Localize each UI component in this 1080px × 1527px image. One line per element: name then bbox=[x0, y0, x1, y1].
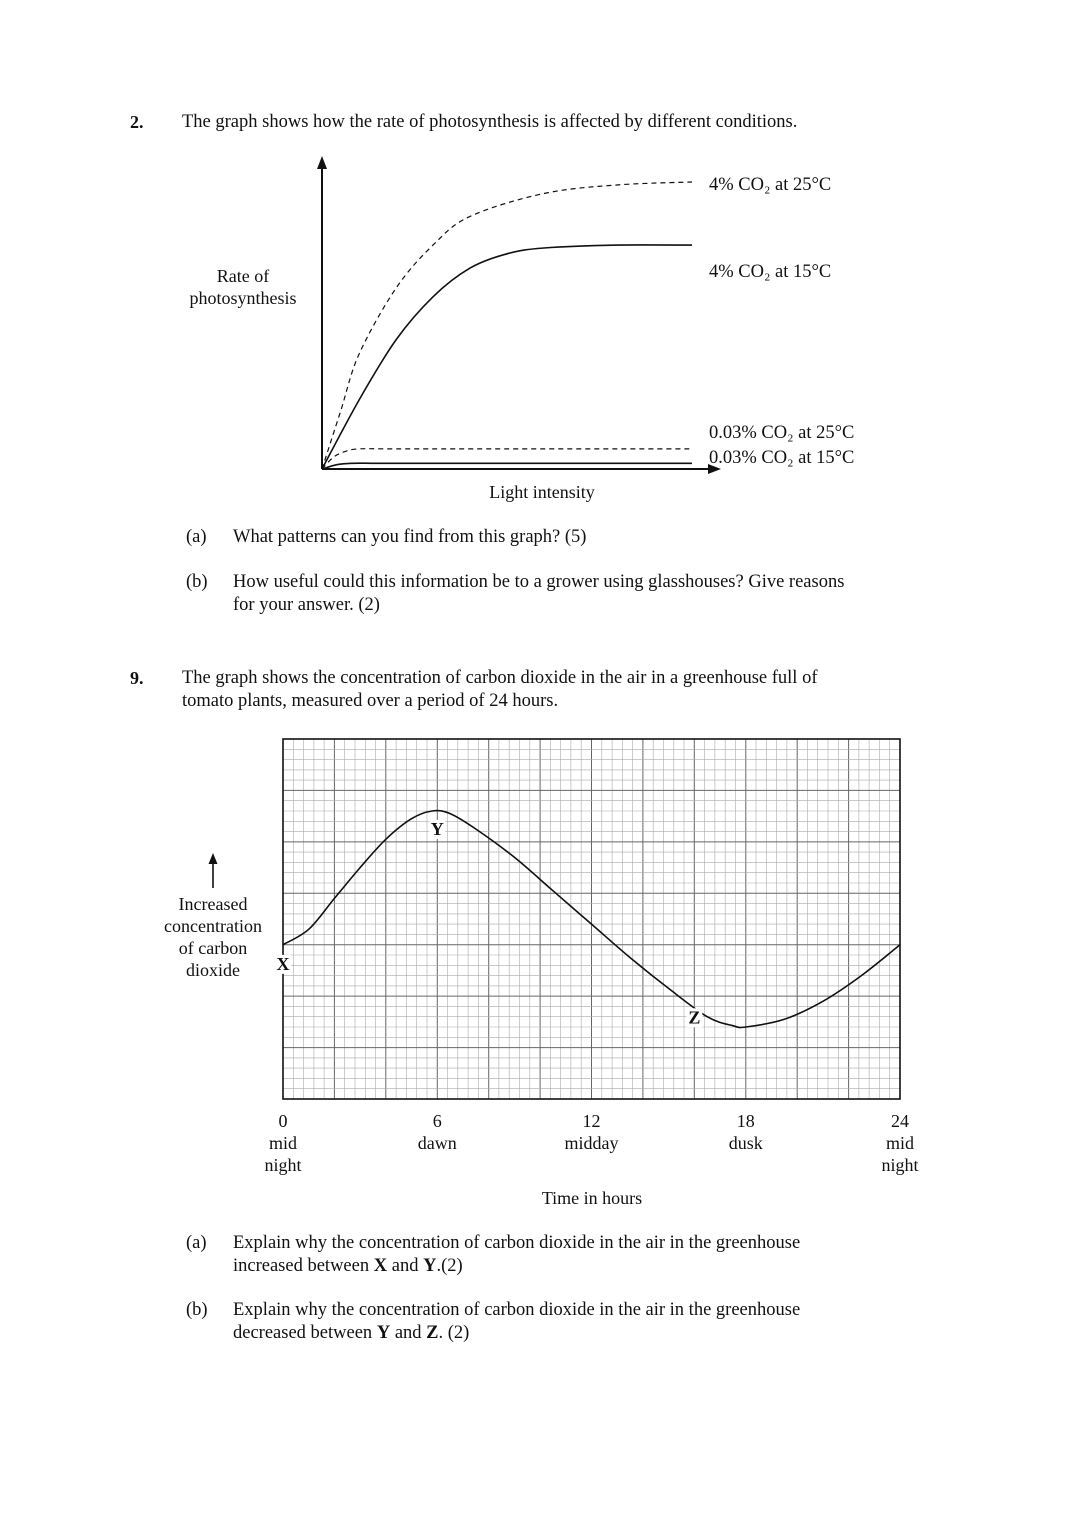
part-a-question: Explain why the concentration of carbon dioxide in the air in the greenhouse increased between X and Y.(2) bbox=[233, 1233, 801, 1276]
legend-entry: 0.03% CO₂ at 25°C bbox=[709, 423, 855, 443]
part-b-question: Explain why the concentration of carbon dioxide in the air in the greenhouse decreased between Y and Z. (2) bbox=[233, 1300, 801, 1343]
question-intro: The graph shows the concentration of carbon dioxide in the air in a greenhouse full of tomato plants, measured over a period of 24 hours. bbox=[182, 668, 818, 711]
question-number: 9. bbox=[130, 668, 144, 688]
part-a-question: What patterns can you find from this graph? (5) bbox=[233, 527, 587, 547]
point-label: Y bbox=[430, 818, 444, 839]
point-label: X bbox=[276, 953, 290, 974]
part-a-letter: (a) bbox=[186, 527, 207, 547]
legend-entry: 0.03% CO₂ at 15°C bbox=[709, 448, 855, 468]
x-tick-label: 6 dawn bbox=[417, 1111, 457, 1153]
x-axis-label: Light intensity bbox=[489, 482, 595, 502]
x-tick-label: 18 dusk bbox=[728, 1111, 763, 1153]
question-intro: The graph shows how the rate of photosynthesis is affected by different conditions. bbox=[182, 112, 798, 132]
y-axis-label: Rate of photosynthesis bbox=[189, 266, 297, 308]
chart-grid bbox=[283, 739, 900, 1099]
part-b-question: How useful could this information be to a grower using glasshouses? Give reasons for your answer. (2) bbox=[233, 572, 845, 615]
point-label: Z bbox=[688, 1007, 701, 1028]
y-axis-label: Increased concentration of carbon dioxide bbox=[164, 894, 262, 980]
y-axis-arrow-icon bbox=[209, 853, 218, 864]
part-b-letter: (b) bbox=[186, 1300, 208, 1320]
x-axis-label: Time in hours bbox=[541, 1188, 643, 1208]
x-tick-label: 12 midday bbox=[564, 1111, 619, 1153]
legend-entry: 4% CO₂ at 25°C bbox=[709, 175, 832, 195]
part-b-letter: (b) bbox=[186, 572, 208, 592]
legend-entry: 4% CO₂ at 15°C bbox=[709, 262, 832, 282]
x-tick-label: 0 mid night bbox=[264, 1111, 302, 1175]
x-tick-label: 24 mid night bbox=[881, 1111, 919, 1175]
question-number: 2. bbox=[130, 112, 144, 132]
part-a-letter: (a) bbox=[186, 1233, 207, 1253]
